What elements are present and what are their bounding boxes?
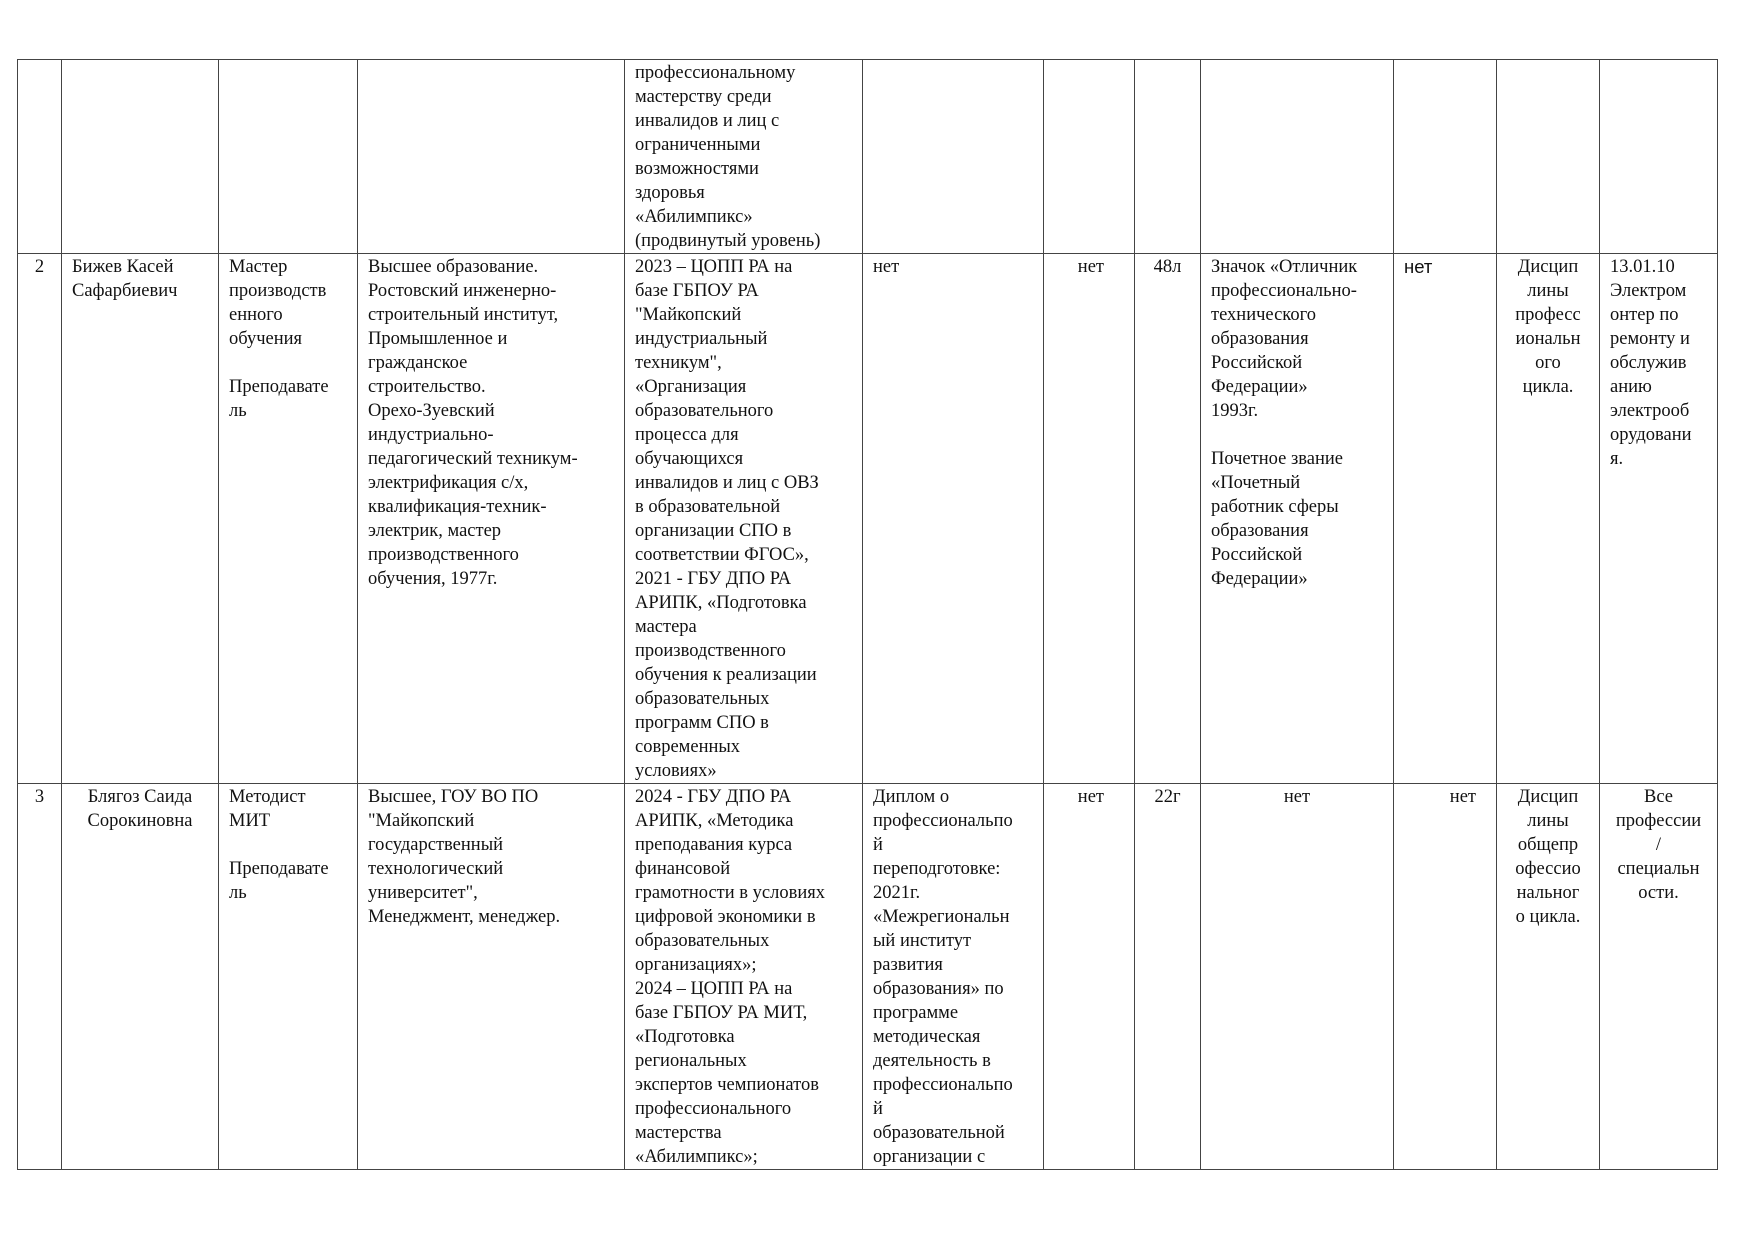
table-row [18,60,1718,254]
table-row [18,254,1718,784]
cell-awards: Значок «Отличник профессионально- технического образования Российской Федерации» 1993г. Почетное звание «Почетный работник сферы образования Российской Федерации» [1201,254,1394,784]
cell-position: Мастер производств енного обучения Преподавате ль [219,254,358,784]
cell-name [62,60,219,254]
cell-education: Высшее, ГОУ ВО ПО "Майкопский государственный технологический университет", Менеджмент, менеджер. [358,784,625,1170]
cell-number [18,60,62,254]
cell-education: Высшее образование. Ростовский инженерно- строительный институт, Промышленное и гражданское строительство. Орехо-Зуевский индустриально- педагогический техникум- электрификация с/х, квалификация-техник- электрик, мастер производственного обучения, 1977г. [358,254,625,784]
cell-position [219,60,358,254]
cell-experience: 22г [1135,784,1201,1170]
cell-training: профессиональному мастерству среди инвалидов и лиц с ограниченными возможностями здоровья «Абилимпикс» (продвинутый уровень) [625,60,863,254]
cell-awards: нет [1201,784,1394,1170]
cell-awards [1201,60,1394,254]
cell-retraining [863,60,1044,254]
cell-programs: 13.01.10 Электром онтер по ремонту и обслужив анию электрооб орудовани я. [1600,254,1718,784]
cell-disciplines: Дисцип лины професс иональн ого цикла. [1497,254,1600,784]
cell-number: 3 [18,784,62,1170]
cell-disciplines [1497,60,1600,254]
cell-name: Блягоз Саида Сорокиновна [62,784,219,1170]
staff-table [17,59,1718,1170]
cell-disciplines: Дисцип лины общепр офессио нальног о цикла. [1497,784,1600,1170]
cell-experience [1135,60,1201,254]
cell-degree: нет [1044,784,1135,1170]
cell-programs: Все профессии / специальн ости. [1600,784,1718,1170]
cell-number: 2 [18,254,62,784]
cell-other: нет [1394,784,1497,1170]
cell-degree: нет [1044,254,1135,784]
cell-training: 2023 – ЦОПП РА на базе ГБПОУ РА "Майкопский индустриальный техникум", «Организация образовательного процесса для обучающихся инвалидов и лиц с ОВЗ в образовательной организации СПО в соответствии ФГОС», 2021 - ГБУ ДПО РА АРИПК, «Подготовка мастера производственного обучения к реализации образовательных программ СПО в современных условиях» [625,254,863,784]
cell-other: нет [1394,254,1497,784]
cell-degree [1044,60,1135,254]
cell-training: 2024 - ГБУ ДПО РА АРИПК, «Методика преподавания курса финансовой грамотности в условиях цифровой экономики в образовательных организациях»; 2024 – ЦОПП РА на базе ГБПОУ РА МИТ, «Подготовка региональных экспертов чемпионатов профессионального мастерства «Абилимпикс»; [625,784,863,1170]
cell-retraining: нет [863,254,1044,784]
cell-education [358,60,625,254]
table-row [18,784,1718,1170]
cell-other [1394,60,1497,254]
cell-experience: 48л [1135,254,1201,784]
cell-name: Бижев Касей Сафарбиевич [62,254,219,784]
cell-position: Методист МИТ Преподавате ль [219,784,358,1170]
cell-programs [1600,60,1718,254]
cell-retraining: Диплом о профессиональпо й переподготовке: 2021г. «Межрегиональн ый институт развития образования» по программе методическая деятельность в профессиональпо й образовательной организации с [863,784,1044,1170]
